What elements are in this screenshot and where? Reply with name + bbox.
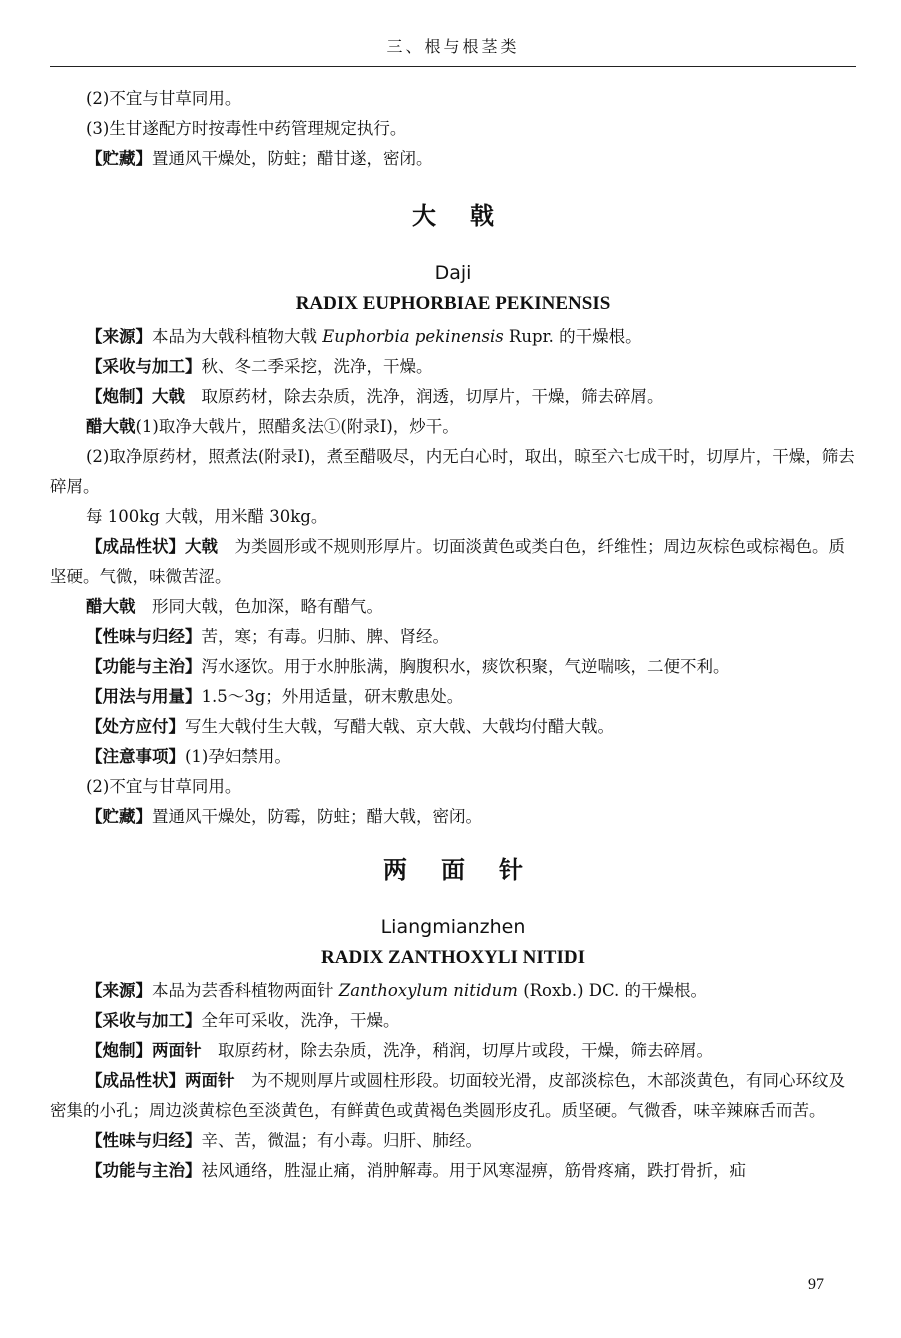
section-text: 本品为芸香科植物两面针: [152, 981, 339, 1000]
entry-latin-name: RADIX ZANTHOXYLI NITIDI: [321, 947, 585, 968]
entry-title: 两面针: [383, 856, 557, 884]
section-text: 取原药材，除去杂质，洗净，稍润，切厚片或段，干燥，筛去碎屑。: [201, 1041, 713, 1060]
section-label: 【成品性状】: [86, 537, 185, 556]
section-text: 为不规则厚片或圆柱形段。切面较光滑，皮部淡棕色，木部淡黄色，有同心环纹及密集的小孔；周边淡黄棕色至淡黄色，有鲜黄色或黄褐色类圆形皮孔。质坚硬。气微香，味辛辣麻舌而苦。: [50, 1071, 845, 1120]
latin-species: Euphorbia pekinensis: [322, 327, 504, 346]
paragraph: (2)不宜与甘草同用。: [86, 777, 242, 796]
paragraph: (3)生甘遂配方时按毒性中药管理规定执行。: [86, 119, 407, 138]
prescription-paragraph: [50, 712, 856, 742]
section-label: 【注意事项】: [86, 747, 185, 766]
section-text: 本品为大戟科植物大戟: [152, 327, 323, 346]
vinegar-paragraph: [50, 412, 856, 442]
sub-label: 两面针: [185, 1071, 235, 1090]
entry-latin-name: RADIX EUPHORBIAE PEKINENSIS: [295, 293, 611, 314]
section-label: 【来源】: [86, 327, 152, 346]
section-label: 【贮藏】: [86, 149, 152, 168]
section-label: 【处方应付】: [86, 717, 185, 736]
sub-label: 大戟: [152, 387, 185, 406]
nature-paragraph: [50, 622, 856, 652]
section-text: (1)取净大戟片，照醋炙法①(附录Ⅰ)，炒干。: [135, 417, 459, 436]
sub-label: 醋大戟: [86, 597, 136, 616]
entry-pinyin: Liangmianzhen: [380, 916, 526, 938]
section-text: 为类圆形或不规则形厚片。切面淡黄色或类白色，纤维性；周边灰棕色或棕褐色。质坚硬。气微，味微苦涩。: [50, 537, 845, 586]
paragraph: (2)不宜与甘草同用。: [86, 89, 242, 108]
section-label: 【用法与用量】: [86, 687, 202, 706]
section-text: (1)孕妇禁用。: [185, 747, 291, 766]
dosage-paragraph: [50, 682, 856, 712]
source-paragraph: [50, 322, 856, 352]
character-paragraph: [50, 592, 856, 622]
running-title: 三、根与根茎类: [386, 37, 520, 56]
page-body: [50, 84, 856, 1186]
harvest-paragraph: [50, 352, 856, 382]
section-label: 【成品性状】: [86, 1071, 185, 1090]
sub-label: 大戟: [185, 537, 218, 556]
caution-paragraph: [50, 742, 856, 772]
character-paragraph: [50, 532, 856, 592]
section-label: 【性味与归经】: [86, 627, 202, 646]
section-text: 泻水逐饮。用于水肿胀满，胸腹积水，痰饮积聚，气逆喘咳，二便不利。: [201, 657, 730, 676]
paragraph: 每 100kg 大戟，用米醋 30kg。: [86, 507, 328, 526]
section-text: 苦，寒；有毒。归肺、脾、肾经。: [201, 627, 449, 646]
processing-paragraph: [50, 382, 856, 412]
source-paragraph: [50, 976, 856, 1006]
latin-species: Zanthoxylum nitidum: [338, 981, 518, 1000]
section-text: 祛风通络，胜湿止痛，消肿解毒。用于风寒湿痹，筋骨疼痛，跌打骨折，疝: [201, 1161, 746, 1180]
section-text: 置通风干燥处，防蛀；醋甘遂，密闭。: [152, 149, 433, 168]
paragraph: (2)取净原药材，照煮法(附录Ⅰ)，煮至醋吸尽，内无白心时，取出，晾至六七成干时，切厚片，干燥，筛去碎屑。: [50, 447, 855, 496]
section-label: 【炮制】: [86, 387, 152, 406]
processing-paragraph: [50, 1036, 856, 1066]
character-paragraph: [50, 1066, 856, 1126]
function-paragraph: [50, 652, 856, 682]
section-text: 形同大戟，色加深，略有醋气。: [135, 597, 383, 616]
section-text: 置通风干燥处，防霉，防蛀；醋大戟，密闭。: [152, 807, 482, 826]
section-label: 【采收与加工】: [86, 1011, 202, 1030]
section-text: 全年可采收，洗净，干燥。: [201, 1011, 400, 1030]
section-label: 【贮藏】: [86, 807, 152, 826]
section-label: 【来源】: [86, 981, 152, 1000]
section-text: 写生大戟付生大戟，写醋大戟、京大戟、大戟均付醋大戟。: [185, 717, 614, 736]
storage-paragraph: [50, 144, 856, 174]
section-label: 【炮制】: [86, 1041, 152, 1060]
sub-label: 两面针: [152, 1041, 202, 1060]
entry-title: 大戟: [412, 202, 528, 230]
section-label: 【功能与主治】: [86, 1161, 202, 1180]
section-text: Rupr. 的干燥根。: [503, 327, 642, 346]
section-text: (Roxb.) DC. 的干燥根。: [517, 981, 708, 1000]
harvest-paragraph: [50, 1006, 856, 1036]
storage-paragraph: [50, 802, 856, 832]
section-label: 【采收与加工】: [86, 357, 202, 376]
nature-paragraph: [50, 1126, 856, 1156]
section-label: 【功能与主治】: [86, 657, 202, 676]
section-label: 【性味与归经】: [86, 1131, 202, 1150]
section-text: 辛、苦，微温；有小毒。归肝、肺经。: [201, 1131, 482, 1150]
function-paragraph: [50, 1156, 856, 1186]
section-text: 1.5～3g；外用适量，研末敷患处。: [201, 687, 464, 706]
entry-pinyin: Daji: [434, 262, 472, 284]
section-text: 秋、冬二季采挖，洗净，干燥。: [201, 357, 433, 376]
running-header: [50, 26, 856, 67]
section-text: 取原药材，除去杂质，洗净，润透，切厚片，干燥，筛去碎屑。: [185, 387, 664, 406]
page-number: 97: [808, 1276, 824, 1293]
sub-label: 醋大戟: [86, 417, 136, 436]
